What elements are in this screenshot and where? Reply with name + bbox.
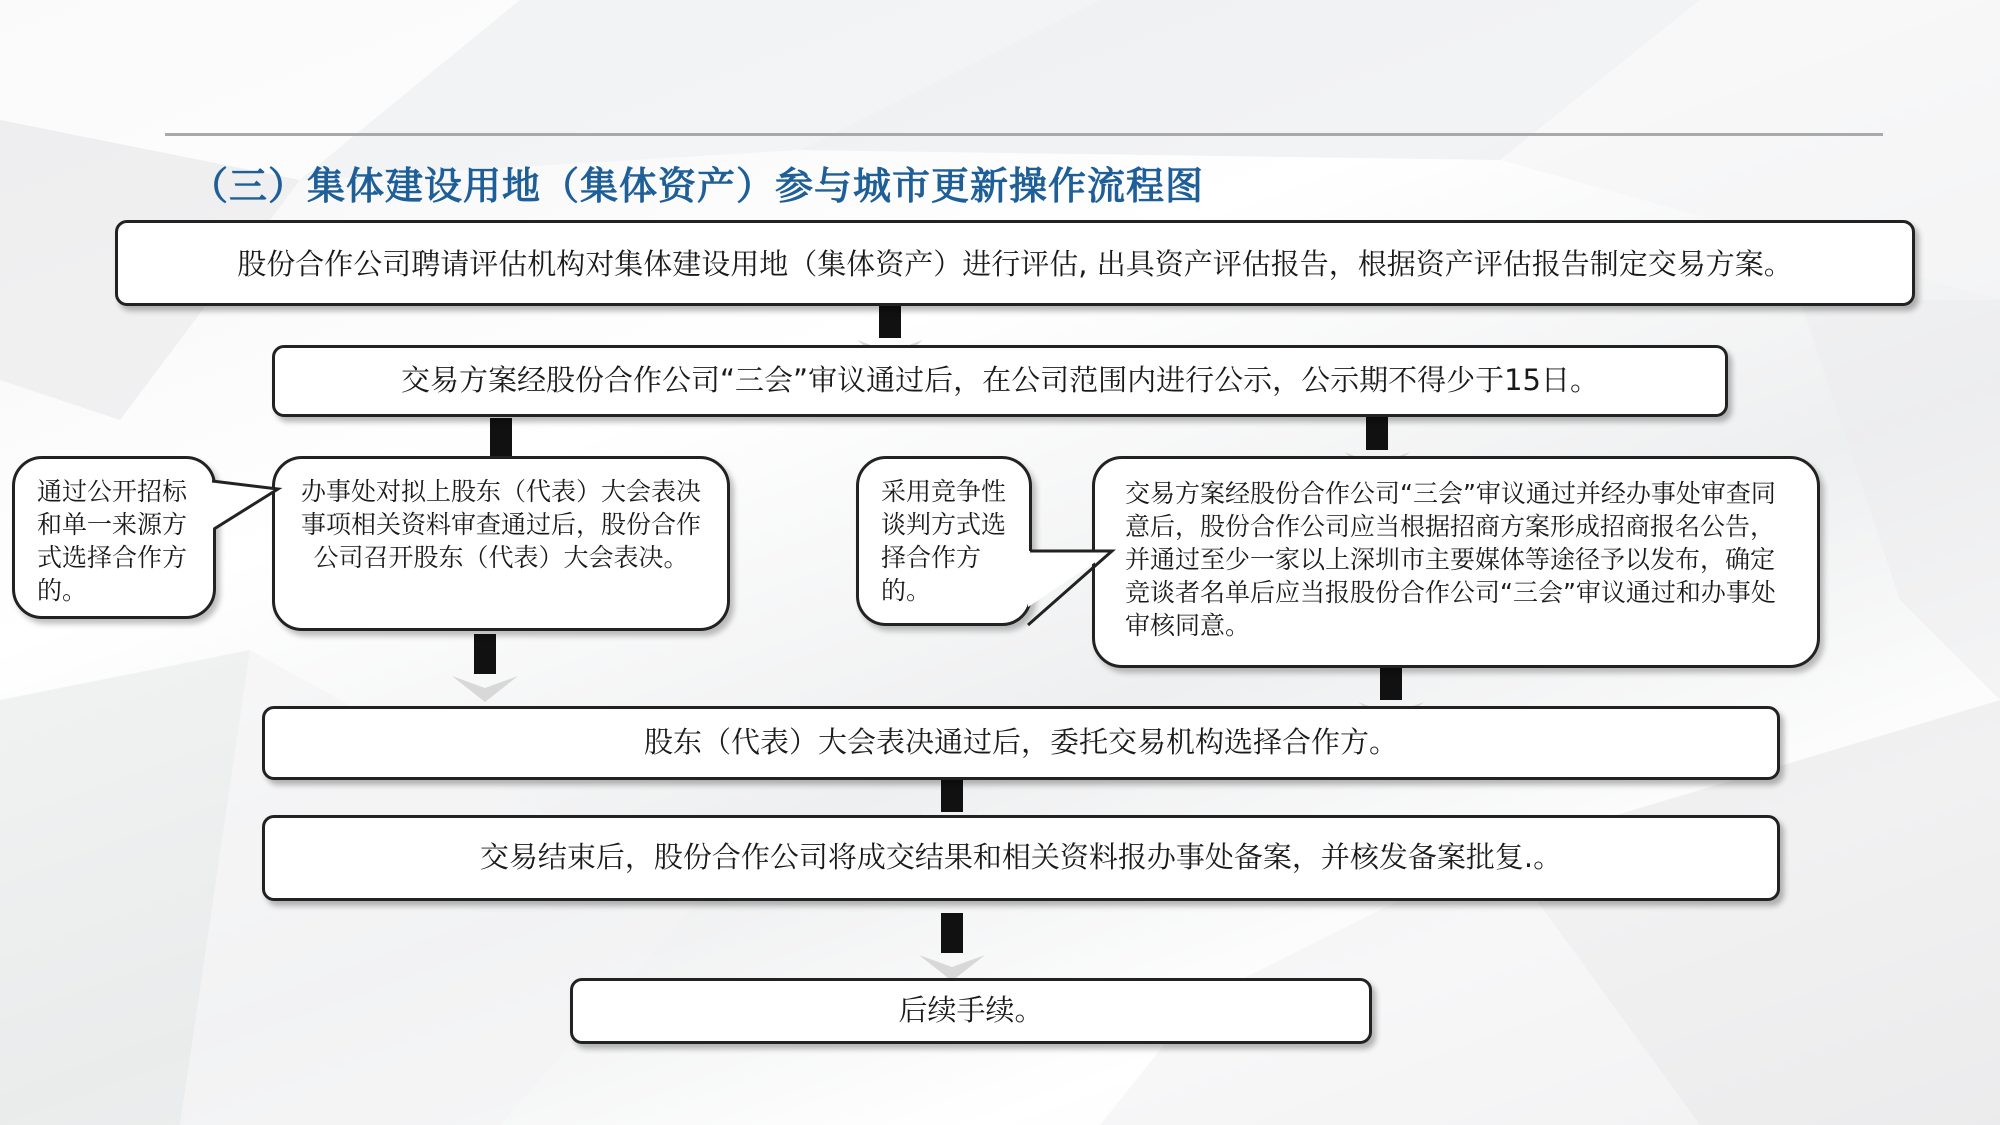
arrow-down-icon	[917, 913, 987, 983]
step4-text: 交易结束后，股份合作公司将成交结果和相关资料报办事处备案，并核发备案批复.。	[479, 840, 1563, 875]
step1-box	[115, 220, 1915, 306]
right-branch-text: 交易方案经股份合作公司“三会”审议通过并经办事处审查同意后，股份合作公司应当根据招商方案形成招商报名公告，并通过至少一家以上深圳市主要媒体等途径予以发布，确定竞谈者名单后应当报股份合作公司“三会”审议通过和办事处审核同意。	[1125, 479, 1776, 640]
left-note-tail	[212, 475, 282, 535]
left-branch-box	[272, 456, 730, 631]
step3-box	[262, 706, 1780, 780]
left-branch-text: 办事处对拟上股东（代表）大会表决事项相关资料审查通过后，股份合作公司召开股东（代表）大会表决。	[300, 477, 701, 572]
right-note-tail	[1028, 545, 1116, 627]
arrow-down-icon	[450, 634, 520, 704]
step3-text: 股东（代表）大会表决通过后，委托交易机构选择合作方。	[643, 725, 1398, 760]
step5-text: 后续手续。	[898, 993, 1044, 1028]
step2-box	[272, 345, 1728, 417]
right-branch-box	[1092, 456, 1820, 668]
left-note-text: 通过公开招标和单一来源方式选择合作方的。	[37, 477, 188, 605]
left-note-bubble	[12, 456, 216, 619]
right-note-bubble	[856, 456, 1032, 626]
step4-box	[262, 815, 1780, 901]
step5-box	[570, 978, 1372, 1044]
right-note-text: 采用竞争性谈判方式选择合作方的。	[881, 477, 1007, 605]
title-divider	[165, 133, 1883, 136]
step2-text: 交易方案经股份合作公司“三会”审议通过后，在公司范围内进行公示，公示期不得少于15日。	[401, 363, 1599, 398]
step1-text: 股份合作公司聘请评估机构对集体建设用地（集体资产）进行评估, 出具资产评估报告，根据资产评估报告制定交易方案。	[237, 247, 1793, 281]
page-title: （三）集体建设用地（集体资产）参与城市更新操作流程图	[190, 164, 1205, 208]
